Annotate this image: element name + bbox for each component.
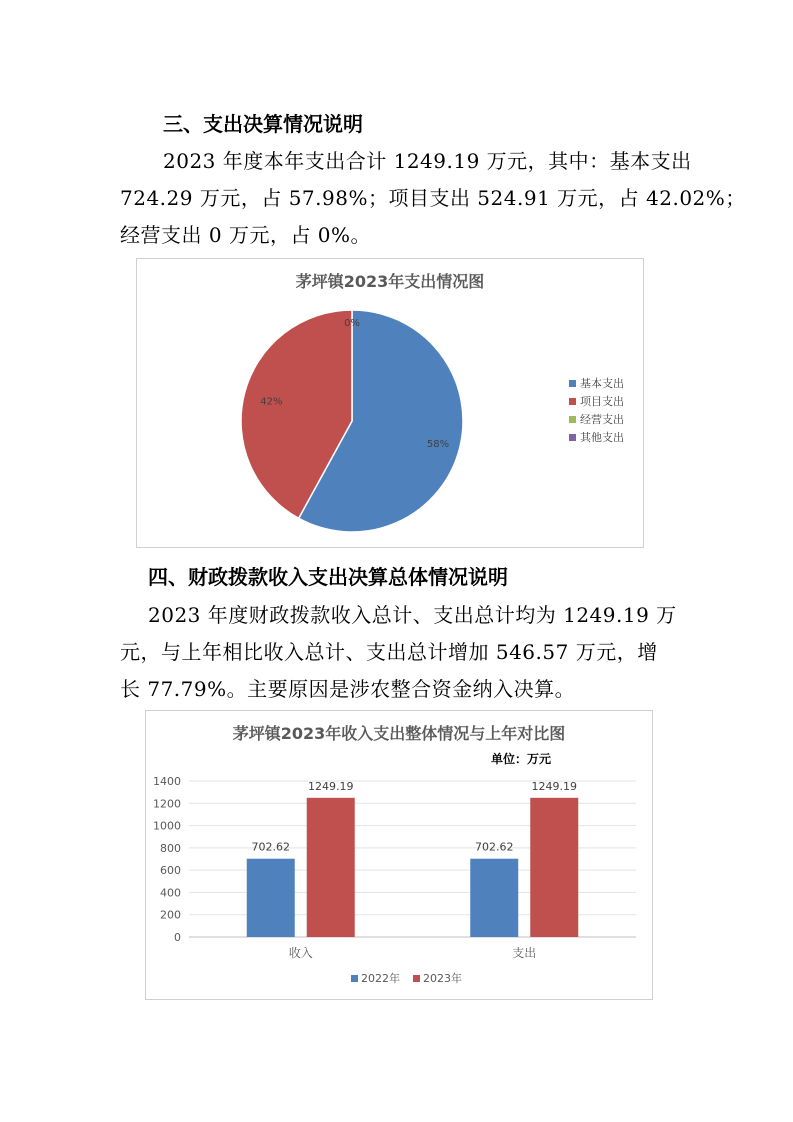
bar-chart xyxy=(146,711,652,999)
bar-legend-swatch xyxy=(413,975,420,982)
section4-line-2: 元，与上年相比收入总计、支出总计增加 546.57 万元，增 xyxy=(120,640,658,664)
bar-data-label: 1249.19 xyxy=(308,779,354,793)
bar-legend-swatch xyxy=(351,975,358,982)
pie-data-label: 0% xyxy=(344,318,360,329)
bar-legend-label: 2022年 xyxy=(361,972,400,985)
section4-line-3: 长 77.79%。主要原因是涉农整合资金纳入决算。 xyxy=(120,677,576,701)
section4-heading: 四、财政拨款收入支出决算总体情况说明 xyxy=(148,565,508,589)
bar-x-tick-label: 支出 xyxy=(512,946,537,960)
bar-收入-2022年 xyxy=(247,859,295,937)
bar-chart-title: 茅坪镇2023年收入支出整体情况与上年对比图 xyxy=(232,724,566,743)
bar-legend-label: 2023年 xyxy=(423,972,462,985)
bar-y-tick-label: 1200 xyxy=(153,797,181,811)
section3-line-3: 经营支出 0 万元，占 0%。 xyxy=(120,223,372,247)
bar-data-label: 1249.19 xyxy=(531,779,577,793)
pie-legend-swatch xyxy=(569,380,576,387)
pie-legend-label: 经营支出 xyxy=(580,413,624,426)
bar-y-tick-label: 400 xyxy=(160,886,181,900)
bar-chart-frame xyxy=(145,710,653,1000)
bar-y-tick-label: 1400 xyxy=(153,775,181,788)
pie-legend-label: 项目支出 xyxy=(580,395,624,408)
section3-line-2: 724.29 万元，占 57.98%；项目支出 524.91 万元，占 42.02%； xyxy=(120,186,746,210)
bar-y-tick-label: 0 xyxy=(174,931,181,944)
bar-支出-2023年 xyxy=(530,798,578,937)
bar-支出-2022年 xyxy=(470,859,518,937)
bar-y-tick-label: 200 xyxy=(160,908,181,922)
pie-chart-title: 茅坪镇2023年支出情况图 xyxy=(295,272,485,291)
section3-line-1: 2023 年度本年支出合计 1249.19 万元，其中：基本支出 xyxy=(163,149,692,173)
pie-legend-swatch xyxy=(569,434,576,441)
bar-收入-2023年 xyxy=(307,798,355,937)
bar-data-label: 702.62 xyxy=(251,840,290,854)
section4-line-1: 2023 年度财政拨款收入总计、支出总计均为 1249.19 万 xyxy=(148,603,677,627)
bar-y-tick-label: 800 xyxy=(160,841,181,855)
bar-data-label: 702.62 xyxy=(475,840,514,854)
bar-x-tick-label: 收入 xyxy=(288,946,313,960)
pie-legend-label: 其他支出 xyxy=(580,431,624,444)
pie-legend-label: 基本支出 xyxy=(580,377,624,390)
pie-data-label: 42% xyxy=(260,396,283,408)
pie-chart-frame xyxy=(136,258,644,548)
bar-y-tick-label: 1000 xyxy=(153,819,181,833)
pie-legend-swatch xyxy=(569,398,576,405)
pie-legend-swatch xyxy=(569,416,576,423)
section3-heading: 三、支出决算情况说明 xyxy=(163,112,363,136)
pie-chart xyxy=(137,259,643,547)
pie-data-label: 58% xyxy=(426,439,450,451)
bar-y-tick-label: 600 xyxy=(160,864,181,878)
bar-chart-unit: 单位：万元 xyxy=(490,752,552,766)
